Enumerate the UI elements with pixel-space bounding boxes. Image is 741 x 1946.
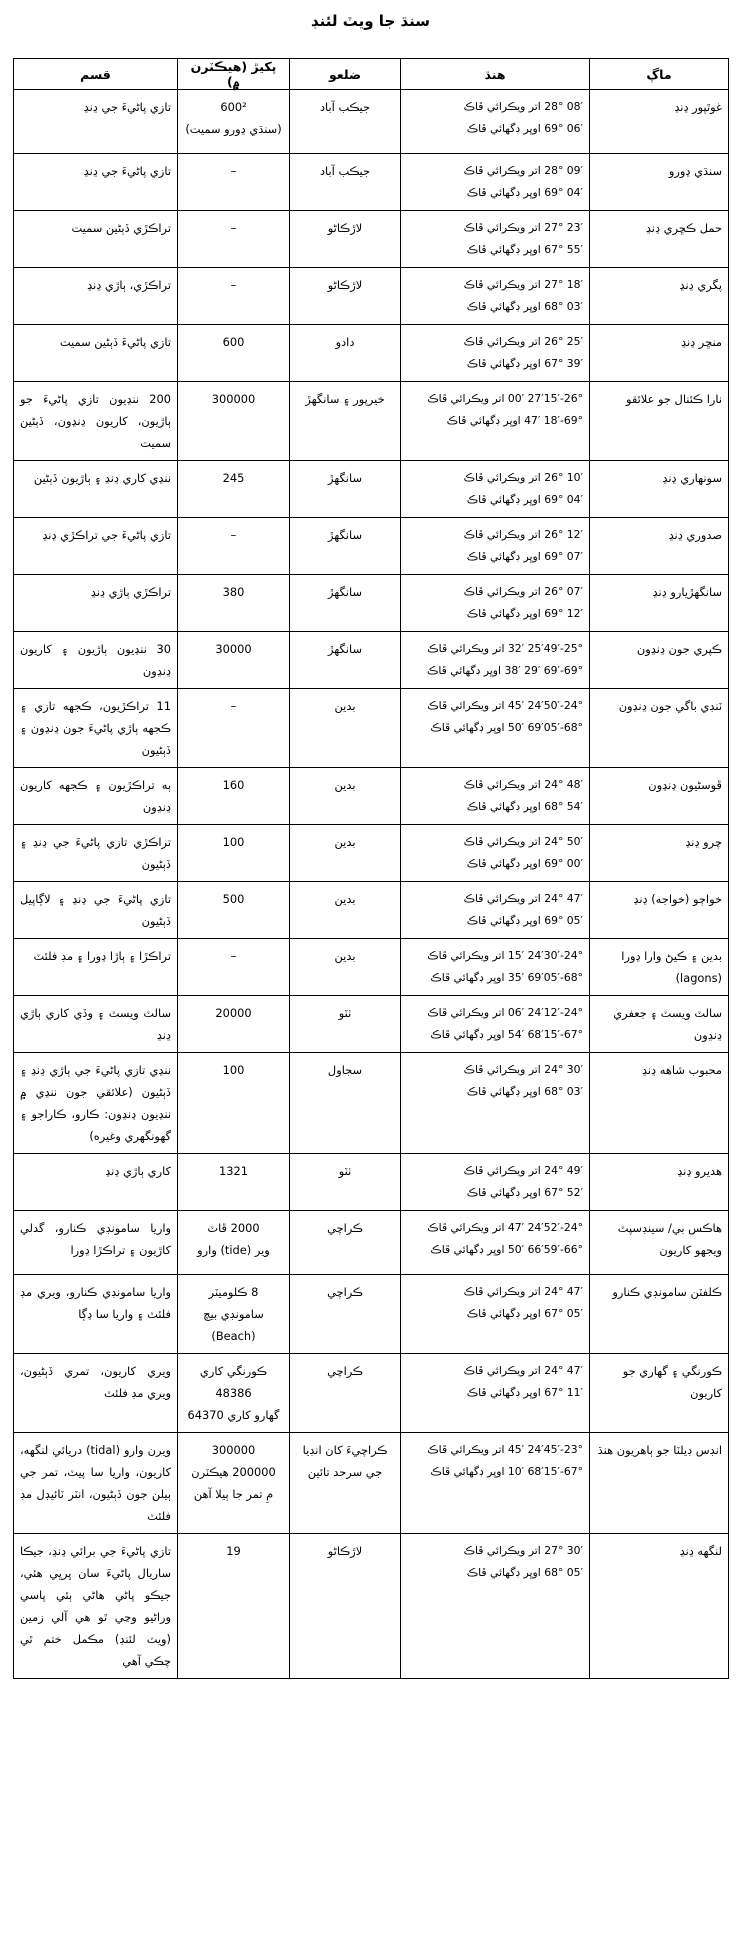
area-cell bbox=[178, 154, 290, 211]
type-cell-text: تازي پاڻيءَ جي ڍنڍ ۽ لاڳاپيل ڏٻڻيون bbox=[20, 892, 171, 928]
district-cell bbox=[290, 211, 401, 268]
table-row bbox=[14, 461, 729, 518]
area-cell-text: 300000 bbox=[211, 392, 256, 406]
location-cell-text: 12′ 26° اتر ويڪرائي ڦاڪ 07′ 69° اوڀر ڊگهائي ڦاڪ bbox=[463, 528, 583, 563]
location-cell bbox=[401, 90, 590, 154]
area-cell-text: 500 bbox=[222, 892, 245, 906]
site-name-cell-text: غوٿپور ڍنڍ bbox=[674, 100, 722, 114]
type-cell bbox=[14, 325, 178, 382]
site-name-cell bbox=[590, 882, 729, 939]
area-cell bbox=[178, 996, 290, 1053]
site-name-cell bbox=[590, 1053, 729, 1154]
area-cell-text: – bbox=[230, 221, 237, 235]
area-cell-text: 245 bbox=[222, 471, 245, 485]
location-cell-text: 07′ 26° اتر ويڪرائي ڦاڪ 12′ 69° اوڀر ڊگهائي ڦاڪ bbox=[463, 585, 583, 620]
area-cell-text: 100 bbox=[222, 1063, 245, 1077]
area-cell bbox=[178, 268, 290, 325]
location-cell-text: 23°-24′45′ 45′ اتر ويڪرائي ڦاڪ 67°-68′15′ 10′ اوڀر ڊگهائي ڦاڪ bbox=[427, 1443, 583, 1478]
type-cell-text: تراڪڙي ڏٻڻين سميت bbox=[71, 221, 171, 235]
site-name-cell bbox=[590, 90, 729, 154]
site-name-cell-text: ڪلفٽن سامونڊي ڪنارو bbox=[612, 1285, 722, 1299]
site-name-cell bbox=[590, 211, 729, 268]
location-cell bbox=[401, 939, 590, 996]
area-cell bbox=[178, 1433, 290, 1534]
area-cell bbox=[178, 1534, 290, 1679]
type-cell-text: تراڪڙي ٻاڙي ڍنڍ bbox=[90, 585, 171, 599]
site-name-cell bbox=[590, 1211, 729, 1275]
site-name-cell-text: لنگهه ڍنڍ bbox=[679, 1544, 722, 1558]
district-cell-text: لاڙڪاڻو bbox=[327, 1544, 363, 1558]
type-cell-text: تازي پاڻيءَ ڏٻڻين سميت bbox=[59, 335, 171, 349]
area-cell bbox=[178, 461, 290, 518]
district-cell-text: ٺٽو bbox=[338, 1164, 352, 1178]
area-cell bbox=[178, 689, 290, 768]
site-name-cell-text: سنڌي ڍورو bbox=[668, 164, 722, 178]
table-row bbox=[14, 996, 729, 1053]
area-cell-text: ڪورنگي کاري 48386 گهارو کاري 64370 bbox=[187, 1364, 280, 1422]
district-cell bbox=[290, 1534, 401, 1679]
type-cell bbox=[14, 518, 178, 575]
type-cell bbox=[14, 211, 178, 268]
type-cell-text: سالٽ ويسٽ ۽ وڏي کاري ٻاڙي ڍنڍ bbox=[20, 1006, 171, 1042]
type-cell bbox=[14, 825, 178, 882]
location-cell bbox=[401, 1433, 590, 1534]
location-cell bbox=[401, 1154, 590, 1211]
table-row bbox=[14, 768, 729, 825]
site-name-cell-text: هديرو ڍنڍ bbox=[677, 1164, 722, 1178]
area-cell-text: 600 bbox=[222, 335, 245, 349]
type-cell bbox=[14, 382, 178, 461]
site-name-cell bbox=[590, 154, 729, 211]
district-cell bbox=[290, 90, 401, 154]
location-cell-text: 26°-27′15′ 00′ اتر ويڪرائي ڦاڪ 69°-18′ 47′ اوڀر ڊگهائي ڦاڪ bbox=[427, 392, 583, 427]
site-name-cell-text: پگري ڍنڍ bbox=[679, 278, 722, 292]
location-cell-text: 47′ 24° اتر ويڪرائي ڦاڪ 05′ 69° اوڀر ڊگهائي ڦاڪ bbox=[463, 892, 583, 927]
area-cell bbox=[178, 1053, 290, 1154]
district-cell bbox=[290, 268, 401, 325]
area-cell-text: 19 bbox=[226, 1544, 241, 1558]
site-name-cell-text: چرو ڍنڍ bbox=[685, 835, 722, 849]
district-cell-text: بدين bbox=[334, 699, 356, 713]
location-cell bbox=[401, 768, 590, 825]
table-row bbox=[14, 689, 729, 768]
type-cell-text: تراڪڙي تازي پاڻيءَ جي ڍنڍ ۽ ڏٻڻيون bbox=[20, 835, 171, 871]
type-cell-text: ننڍي تازي پاڻيءَ جي ٻاڙي ڍنڍ ۽ ڏٻڻيون (علائقي جون ننڍي ۾ ننڍيون ڍنڍون: ڪارو، ڪاراجو ۽ گهونگهري وغيره) bbox=[20, 1063, 171, 1143]
table-row bbox=[14, 1154, 729, 1211]
type-cell bbox=[14, 996, 178, 1053]
area-cell-text: – bbox=[230, 949, 237, 963]
location-cell bbox=[401, 518, 590, 575]
table-row bbox=[14, 825, 729, 882]
location-cell-text: 24°-24′30′ 15′ اتر ويڪرائي ڦاڪ 68°-69′05′ 35′ اوڀر ڊگهائي ڦاڪ bbox=[427, 949, 583, 984]
site-name-cell bbox=[590, 518, 729, 575]
location-cell bbox=[401, 825, 590, 882]
area-cell bbox=[178, 211, 290, 268]
location-cell bbox=[401, 1211, 590, 1275]
site-name-cell-text: محبوب شاهه ڍنڍ bbox=[641, 1063, 722, 1077]
district-cell bbox=[290, 1354, 401, 1433]
district-cell-text: بدين bbox=[334, 835, 356, 849]
table-row bbox=[14, 211, 729, 268]
area-cell-text: 160 bbox=[222, 778, 245, 792]
district-cell-text: جيڪب آباد bbox=[319, 100, 371, 114]
type-cell bbox=[14, 632, 178, 689]
table-row bbox=[14, 939, 729, 996]
site-name-cell-text: سانگهڙيارو ڍنڍ bbox=[652, 585, 722, 599]
area-cell-text: 300000 200000 هيڪٽرن مِ تمر جا ٻيلا آهن bbox=[191, 1443, 276, 1501]
type-cell-text: ٻه تراڪڙيون ۽ ڪجهه کاريون ڍنڍون bbox=[20, 778, 171, 814]
district-cell bbox=[290, 825, 401, 882]
location-cell-text: 49′ 24° اتر ويڪرائي ڦاڪ 52′ 67° اوڀر ڊگهائي ڦاڪ bbox=[463, 1164, 583, 1199]
area-cell-text: 1321 bbox=[219, 1164, 248, 1178]
area-cell bbox=[178, 632, 290, 689]
area-cell-text: 380 bbox=[222, 585, 245, 599]
location-cell-text: 30′ 24° اتر ويڪرائي ڦاڪ 03′ 68° اوڀر ڊگهائي ڦاڪ bbox=[463, 1063, 583, 1098]
wetlands-table bbox=[13, 58, 729, 1679]
table-row bbox=[14, 575, 729, 632]
header-coord: هنڌ bbox=[401, 59, 590, 90]
site-name-cell-text: نارا ڪئنال جو علائقو bbox=[625, 392, 722, 406]
district-cell bbox=[290, 461, 401, 518]
district-cell-text: لاڙڪاڻو bbox=[327, 221, 363, 235]
location-cell-text: 25′ 26° اتر ويڪرائي ڦاڪ 39′ 67° اوڀر ڊگهائي ڦاڪ bbox=[463, 335, 583, 370]
area-cell bbox=[178, 768, 290, 825]
location-cell bbox=[401, 1053, 590, 1154]
area-cell-text: – bbox=[230, 278, 237, 292]
location-cell bbox=[401, 461, 590, 518]
type-cell-text: تراڪڙا ۽ ٻاڙا ڍورا ۽ مڊ فلئٽ bbox=[33, 949, 171, 963]
site-name-cell-text: انڊس ڊيلٽا جو ٻاهريون هنڌ bbox=[597, 1443, 722, 1457]
area-cell bbox=[178, 325, 290, 382]
type-cell bbox=[14, 1534, 178, 1679]
site-name-cell-text: خواڄو (خواجه) ڍنڍ bbox=[633, 892, 722, 906]
district-cell-text: بدين bbox=[334, 949, 356, 963]
type-cell bbox=[14, 939, 178, 996]
district-cell bbox=[290, 768, 401, 825]
table-row bbox=[14, 154, 729, 211]
area-cell bbox=[178, 90, 290, 154]
site-name-cell bbox=[590, 825, 729, 882]
type-cell bbox=[14, 768, 178, 825]
table-row bbox=[14, 325, 729, 382]
type-cell bbox=[14, 1354, 178, 1433]
location-cell-text: 30′ 27° اتر ويڪرائي ڦاڪ 05′ 68° اوڀر ڊگهائي ڦاڪ bbox=[463, 1544, 583, 1579]
site-name-cell-text: سونهاري ڍنڍ bbox=[662, 471, 722, 485]
district-cell-text: جيڪب آباد bbox=[319, 164, 371, 178]
type-cell bbox=[14, 1275, 178, 1354]
location-cell-text: 23′ 27° اتر ويڪرائي ڦاڪ 55′ 67° اوڀر ڊگهائي ڦاڪ bbox=[463, 221, 583, 256]
location-cell bbox=[401, 325, 590, 382]
district-cell bbox=[290, 939, 401, 996]
location-cell bbox=[401, 689, 590, 768]
area-cell bbox=[178, 882, 290, 939]
site-name-cell bbox=[590, 1433, 729, 1534]
table-row bbox=[14, 1211, 729, 1275]
location-cell bbox=[401, 882, 590, 939]
district-cell-text: سجاول bbox=[327, 1063, 363, 1077]
area-cell-text: 30000 bbox=[215, 642, 252, 656]
district-cell bbox=[290, 632, 401, 689]
location-cell bbox=[401, 1354, 590, 1433]
table-row bbox=[14, 268, 729, 325]
type-cell bbox=[14, 1053, 178, 1154]
district-cell bbox=[290, 689, 401, 768]
table-row bbox=[14, 1534, 729, 1679]
table-row bbox=[14, 632, 729, 689]
district-cell bbox=[290, 154, 401, 211]
area-cell bbox=[178, 825, 290, 882]
location-cell-text: 48′ 24° اتر ويڪرائي ڦاڪ 54′ 68° اوڀر ڊگهائي ڦاڪ bbox=[463, 778, 583, 813]
district-cell-text: سانگهڙ bbox=[327, 471, 362, 485]
area-cell bbox=[178, 518, 290, 575]
district-cell-text: ڪراچي bbox=[327, 1364, 363, 1378]
location-cell bbox=[401, 211, 590, 268]
type-cell-text: تازي پاڻيءَ جي تراڪڙي ڍنڍ bbox=[42, 528, 171, 542]
type-cell bbox=[14, 1211, 178, 1275]
district-cell bbox=[290, 1154, 401, 1211]
district-cell-text: ڪراچي bbox=[327, 1285, 363, 1299]
site-name-cell-text: بدين ۽ ڪيڻ وارا ڍورا (lagons) bbox=[621, 949, 722, 985]
type-cell-text: 200 ننڍيون تازي پاڻيءَ جو ٻاڙيون، کاريون ڍنڍون، ڏٻڻين سميت bbox=[20, 392, 171, 450]
location-cell-text: 08′ 28° اتر ويڪرائي ڦاڪ 06′ 69° اوڀر ڊگهائي ڦاڪ bbox=[463, 100, 583, 135]
location-cell-text: 18′ 27° اتر ويڪرائي ڦاڪ 03′ 68° اوڀر ڊگهائي ڦاڪ bbox=[463, 278, 583, 313]
district-cell bbox=[290, 382, 401, 461]
type-cell-text: تازي پاڻيءَ جي ڍنڍ bbox=[83, 100, 171, 114]
district-cell-text: خيرپور ۽ سانگهڙ bbox=[305, 392, 385, 406]
site-name-cell bbox=[590, 632, 729, 689]
site-name-cell-text: ڪپري جون ڍنڍون bbox=[636, 642, 722, 656]
site-name-cell-text: ڦوسڻيون ڍنڍون bbox=[648, 778, 722, 792]
site-name-cell bbox=[590, 1354, 729, 1433]
table-body bbox=[14, 90, 729, 1679]
location-cell bbox=[401, 154, 590, 211]
area-cell-text: – bbox=[230, 164, 237, 178]
table-row bbox=[14, 1354, 729, 1433]
location-cell-text: 25°-25′49′ 32′ اتر ويڪرائي ڦاڪ 69°-69′ 29′ 38′ اوڀر ڊگهائي ڦاڪ bbox=[426, 642, 583, 677]
location-cell bbox=[401, 1534, 590, 1679]
location-cell bbox=[401, 382, 590, 461]
header-district: ضلعو bbox=[290, 59, 401, 90]
site-name-cell bbox=[590, 325, 729, 382]
site-name-cell-text: سالٽ ويسٽ ۽ جعفري ڍنڍون bbox=[613, 1006, 722, 1042]
location-cell bbox=[401, 575, 590, 632]
location-cell bbox=[401, 1275, 590, 1354]
table-row bbox=[14, 90, 729, 154]
area-cell-text: 600² (سنڌي ڍورو سميت) bbox=[185, 100, 282, 136]
site-name-cell-text: ٽنڊي باگي جون ڍنڍون bbox=[618, 699, 722, 713]
page-title: سنڌ جا ويٽ لئنڊ bbox=[310, 12, 431, 30]
site-name-cell bbox=[590, 1534, 729, 1679]
area-cell-text: – bbox=[230, 699, 237, 713]
site-name-cell-text: منڇر ڍنڍ bbox=[680, 335, 722, 349]
location-cell-text: 50′ 24° اتر ويڪرائي ڦاڪ 00′ 69° اوڀر ڊگهائي ڦاڪ bbox=[463, 835, 583, 870]
type-cell bbox=[14, 268, 178, 325]
district-cell bbox=[290, 1433, 401, 1534]
location-cell-text: 47′ 24° اتر ويڪرائي ڦاڪ 11′ 67° اوڀر ڊگهائي ڦاڪ bbox=[463, 1364, 583, 1399]
type-cell-text: واريا سامونڊي ڪنارو، ويري مڊ فلئٽ ۽ واريا سا ڍڳا bbox=[20, 1285, 171, 1321]
district-cell-text: دادو bbox=[335, 335, 355, 349]
area-cell-text: 100 bbox=[222, 835, 245, 849]
type-cell bbox=[14, 154, 178, 211]
header-area: پکيڙ (هيڪٽرن ۾) bbox=[178, 59, 290, 90]
district-cell-text: سانگهڙ bbox=[327, 528, 362, 542]
type-cell bbox=[14, 90, 178, 154]
site-name-cell-text: صدوري ڍنڍ bbox=[668, 528, 722, 542]
district-cell-text: سانگهڙ bbox=[327, 585, 362, 599]
site-name-cell bbox=[590, 382, 729, 461]
area-cell bbox=[178, 575, 290, 632]
district-cell-text: ڪراچيءَ کان انڊيا جي سرحد تائين bbox=[302, 1443, 388, 1479]
type-cell-text: کاري ٻاڙي ڍنڍ bbox=[105, 1164, 171, 1178]
site-name-cell bbox=[590, 689, 729, 768]
district-cell-text: لاڙڪاڻو bbox=[327, 278, 363, 292]
location-cell-text: 24°-24′52′ 47′ اتر ويڪرائي ڦاڪ 66°-66′59′ 50′ اوڀر ڊگهائي ڦاڪ bbox=[427, 1221, 583, 1256]
area-cell-text: 2000 ڦاٽ وير (tide) وارو bbox=[197, 1221, 270, 1257]
district-cell-text: بدين bbox=[334, 778, 356, 792]
site-name-cell-text: ڪورنگي ۽ گهاري جو کاريون bbox=[622, 1364, 722, 1400]
type-cell bbox=[14, 461, 178, 518]
table-row bbox=[14, 1275, 729, 1354]
site-name-cell bbox=[590, 996, 729, 1053]
type-cell bbox=[14, 1154, 178, 1211]
type-cell-text: تازي پاڻيءَ جي برائي ڍنڍ، جيڪا ساريال پاڻيءَ سان ڀرڀي هئي، جيڪو پاڻي هاڻي ٻئي پاسي وراڻيو وڃي ٿو هي آلي زمين (ويٽ لئنڊ) مڪمل ختم ٿي چڪي آهي bbox=[20, 1544, 171, 1668]
table-row bbox=[14, 382, 729, 461]
district-cell-text: سانگهڙ bbox=[327, 642, 362, 656]
table-row bbox=[14, 1053, 729, 1154]
type-cell-text: 11 تراڪڙيون، ڪجهه تازي ۽ ڪجهه ٻاڙي پاڻيءَ جون ڍنڍون ۽ ڏٻڻيون bbox=[20, 699, 171, 757]
site-name-cell bbox=[590, 1275, 729, 1354]
header-name: ماڳ bbox=[590, 59, 729, 90]
location-cell-text: 10′ 26° اتر ويڪرائي ڦاڪ 04′ 69° اوڀر ڊگهائي ڦاڪ bbox=[463, 471, 583, 506]
type-cell-text: ننڍي کاري ڍنڍ ۽ ٻاڙيون ڏٻڻين bbox=[33, 471, 171, 485]
site-name-cell bbox=[590, 461, 729, 518]
district-cell bbox=[290, 325, 401, 382]
type-cell bbox=[14, 882, 178, 939]
type-cell-text: واريا سامونڊي ڪنارو، گدلي کاڙيون ۽ تراڪڙا ڍورا bbox=[20, 1221, 171, 1257]
location-cell bbox=[401, 996, 590, 1053]
area-cell bbox=[178, 939, 290, 996]
site-name-cell bbox=[590, 768, 729, 825]
area-cell bbox=[178, 1275, 290, 1354]
district-cell-text: ٺٽو bbox=[338, 1006, 352, 1020]
table-row bbox=[14, 518, 729, 575]
area-cell bbox=[178, 382, 290, 461]
type-cell-text: ويرن وارو (tidal) دريائي لنگهه، کاريون، واريا سا پيٽ، تمر جي ٻيلن جون ڏٻڻيون، انٽر ٽائيڊل مڊ فلئٽ bbox=[20, 1443, 171, 1523]
location-cell-text: 09′ 28° اتر ويڪرائي ڦاڪ 04′ 69° اوڀر ڊگهائي ڦاڪ bbox=[463, 164, 583, 199]
district-cell bbox=[290, 1053, 401, 1154]
district-cell-text: بدين bbox=[334, 892, 356, 906]
area-cell-text: 20000 bbox=[215, 1006, 252, 1020]
district-cell bbox=[290, 1211, 401, 1275]
type-cell-text: 30 ننڍيون ٻاڙيون ۽ کاريون ڍنڍون bbox=[20, 642, 171, 678]
district-cell bbox=[290, 1275, 401, 1354]
site-name-cell-text: حمل ڪڇري ڍنڍ bbox=[645, 221, 722, 235]
site-name-cell-text: هاڪس بي/ سينڊسپٽ ويجهو کاريون bbox=[617, 1221, 722, 1257]
district-cell bbox=[290, 518, 401, 575]
table-row bbox=[14, 882, 729, 939]
type-cell-text: تراڪڙي، ٻاڙي ڍنڍ bbox=[87, 278, 171, 292]
area-cell-text: – bbox=[230, 528, 237, 542]
header-type: قسم bbox=[14, 59, 178, 90]
type-cell-text: تازي پاڻيءَ جي ڍنڍ bbox=[83, 164, 171, 178]
site-name-cell bbox=[590, 268, 729, 325]
location-cell-text: 47′ 24° اتر ويڪرائي ڦاڪ 05′ 67° اوڀر ڊگهائي ڦاڪ bbox=[463, 1285, 583, 1320]
type-cell bbox=[14, 689, 178, 768]
site-name-cell bbox=[590, 575, 729, 632]
type-cell bbox=[14, 1433, 178, 1534]
site-name-cell bbox=[590, 1154, 729, 1211]
type-cell-text: ويري کاريون، تمري ڏٻڻيون، ويري مڊ فلئٽ bbox=[20, 1364, 171, 1400]
district-cell bbox=[290, 882, 401, 939]
type-cell bbox=[14, 575, 178, 632]
district-cell-text: ڪراچي bbox=[327, 1221, 363, 1235]
location-cell bbox=[401, 632, 590, 689]
location-cell-text: 24°-24′12′ 06′ اتر ويڪرائي ڦاڪ 67°-68′15′ 54′ اوڀر ڊگهائي ڦاڪ bbox=[427, 1006, 583, 1041]
area-cell bbox=[178, 1154, 290, 1211]
district-cell bbox=[290, 996, 401, 1053]
area-cell-text: 8 ڪلوميٽر سامونڊي بيچ (Beach) bbox=[203, 1285, 264, 1343]
site-name-cell bbox=[590, 939, 729, 996]
district-cell bbox=[290, 575, 401, 632]
location-cell bbox=[401, 268, 590, 325]
table-header-row bbox=[14, 59, 729, 90]
area-cell bbox=[178, 1211, 290, 1275]
area-cell bbox=[178, 1354, 290, 1433]
location-cell-text: 24°-24′50′ 45′ اتر ويڪرائي ڦاڪ 68°-69′05′ 50′ اوڀر ڊگهائي ڦاڪ bbox=[427, 699, 583, 734]
table-row bbox=[14, 1433, 729, 1534]
